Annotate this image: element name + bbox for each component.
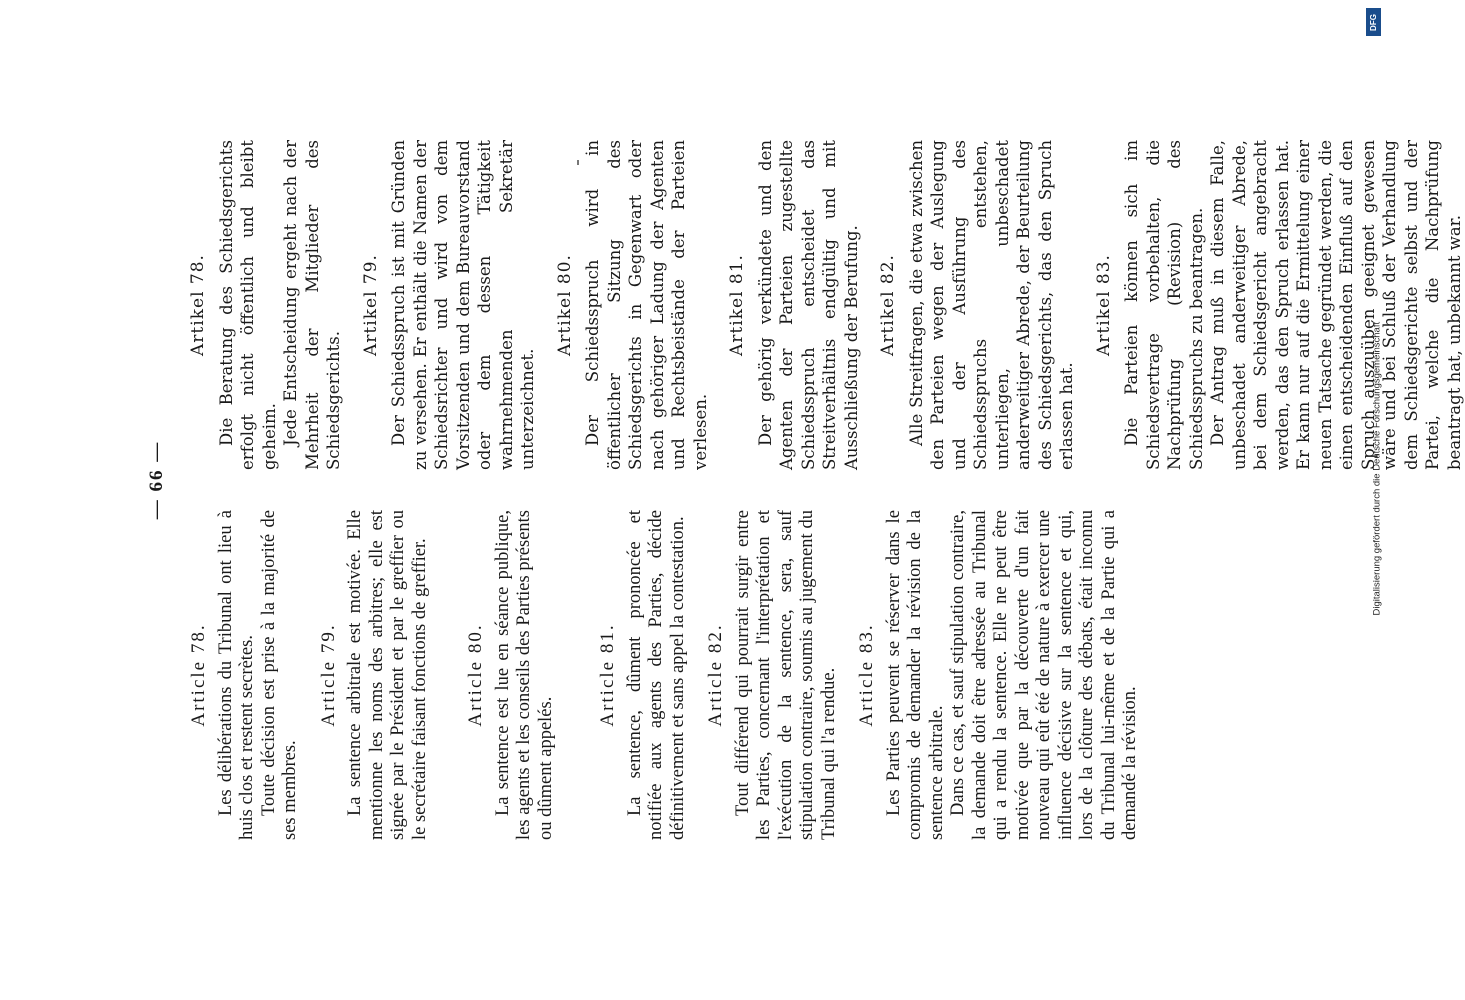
german-article-79 <box>361 140 539 470</box>
german-article-82 <box>878 140 1078 470</box>
german-article-81 <box>727 140 862 470</box>
article-title: Article 83. <box>856 623 877 727</box>
article-paragraph: Die Parteien können sich im Schiedsvertrage vorbehalten, die Nachprüfung (Revision) des Schiedsspruchs zu beantragen. <box>1122 140 1206 470</box>
dfg-logo-text: DFG <box>1369 13 1379 31</box>
article-paragraph: Alle Streitfragen, die etwa zwischen den Parteien wegen der Auslegung und der Ausführung des Schiedsspruchs entstehen, unterliegen, unbeschadet anderweitiger Abrede, der Beurteilung des Schiedsgerichts, das den Spruch erlassen hat. <box>906 140 1076 470</box>
french-article-83 <box>856 510 1142 840</box>
article-title: Artikel 82. <box>878 254 898 356</box>
article-title: Article 80. <box>465 623 486 727</box>
article-paragraph: Dans ce cas, et sauf stipulation contraire, la demande doit être adressée au Tribunal qui a rendu la sentence. Elle ne peut être motivée que par la découverte d'un fait nouveau qui eût été de nature à exercer une influence décisive sur la sentence et qui, lors de la clôture des débats, était inconnu du Tribunal lui-même et de la Partie qui a demandé la révision. <box>948 510 1140 840</box>
article-paragraph: Tout différend qui pourrait surgir entre les Parties, concernant l'interprétation et l'exécution de la sentence, sera, sauf stipulation contraire, soumis au jugement du Tribunal qui l'a rendue. <box>732 510 839 840</box>
article-paragraph: Der gehörig verkündete und den Agenten der Parteien zugestellte Schiedsspruch entscheidet das Streitverhältnis endgültig und mit Ausschließung der Berufung. <box>755 140 861 470</box>
article-paragraph: Der Antrag muß in diesem Falle, unbeschadet anderweitiger Abrede, bei dem Schiedsgericht angebracht werden, das den Spruch erlassen hat. Er kann nur auf die Ermittelung einer neuen Tatsache gegründet werden, die einen entscheidenden Einfluß auf den Spruch auszuüben geeignet gewesen wäre und bei Schluß der Verhandlung dem Schiedsgerichte selbst und der Partei, welche die Nachprüfung beantragt hat, unbekannt war. <box>1208 140 1464 470</box>
french-article-82 <box>705 510 840 840</box>
rotated-page <box>146 120 1464 840</box>
article-title: Article 79. <box>317 623 339 727</box>
article-title: Article 78. <box>188 623 209 727</box>
article-paragraph: La sentence est lue en séance publique, les agents et les conseils des Parties présents ou dûment appelés. <box>492 510 556 840</box>
german-article-80 <box>555 140 712 470</box>
article-paragraph: Les délibérations du Tribunal ont lieu à huis clos et restent secrètes. <box>215 510 257 840</box>
article-title: Artikel 81. <box>727 254 747 356</box>
article-paragraph: Die Beratung des Schiedsgerichts erfolgt nicht öffentlich und bleibt geheim. <box>216 140 279 470</box>
article-paragraph: Les Parties peuvent se réserver dans le compromis de demander la révision de la sentence arbitrale. <box>883 510 947 840</box>
article-title: Artikel 80. <box>554 254 575 356</box>
article-title: Artikel 83. <box>1093 254 1114 356</box>
article-title: Artikel 79. <box>360 254 381 356</box>
french-article-79 <box>318 510 432 840</box>
article-title: Artikel 78. <box>188 254 208 356</box>
french-article-80 <box>465 510 557 840</box>
dfg-sidebar <box>1357 0 1383 1000</box>
article-paragraph: Der Schiedsspruch ist mit Gründen zu versehen. Er enthält die Namen der Schiedsrichter und wird von dem Vorsitzenden und dem Bureauvorstand oder dem dessen Tätigkeit wahrnehmenden Sekretär unterzeichnet. <box>389 140 537 470</box>
french-column <box>180 510 1142 840</box>
page-number: — 66 — <box>146 440 167 520</box>
french-article-81 <box>597 510 689 840</box>
french-article-78 <box>188 510 302 840</box>
scan-speck <box>577 160 579 165</box>
article-paragraph: Jede Entscheidung ergeht nach der Mehrheit der Mitglieder des Schiedsgerichts. <box>281 140 343 470</box>
german-article-83 <box>1094 140 1465 470</box>
article-paragraph: La sentence, dûment prononcée et notifiée aux agents des Parties, décide définitivement et sans appel la contestation. <box>624 510 688 840</box>
article-paragraph: Der Schiedsspruch wird in öffentlicher Sitzung des Schiedsgerichts in Gegenwart oder nach gehöriger Ladung der Agenten und Rechtsbeistände der Parteien verlesen. <box>583 140 710 470</box>
dfg-funding-note: Digitalisierung gefördert durch die Deutsche Forschungsgemeinschaft <box>1371 321 1383 616</box>
article-title: Article 81. <box>597 623 618 727</box>
article-paragraph: Toute décision est prise à la majorité de ses membres. <box>258 510 300 840</box>
german-column <box>180 140 1465 470</box>
dfg-logo <box>1366 8 1381 36</box>
article-title: Article 82. <box>705 623 726 727</box>
article-paragraph: La sentence arbitrale est motivée. Elle mentionne les noms des arbitres; elle est signée par le Président et par le greffier ou le secrétaire faisant fonctions de greffier. <box>345 510 430 840</box>
german-article-78 <box>188 140 345 470</box>
